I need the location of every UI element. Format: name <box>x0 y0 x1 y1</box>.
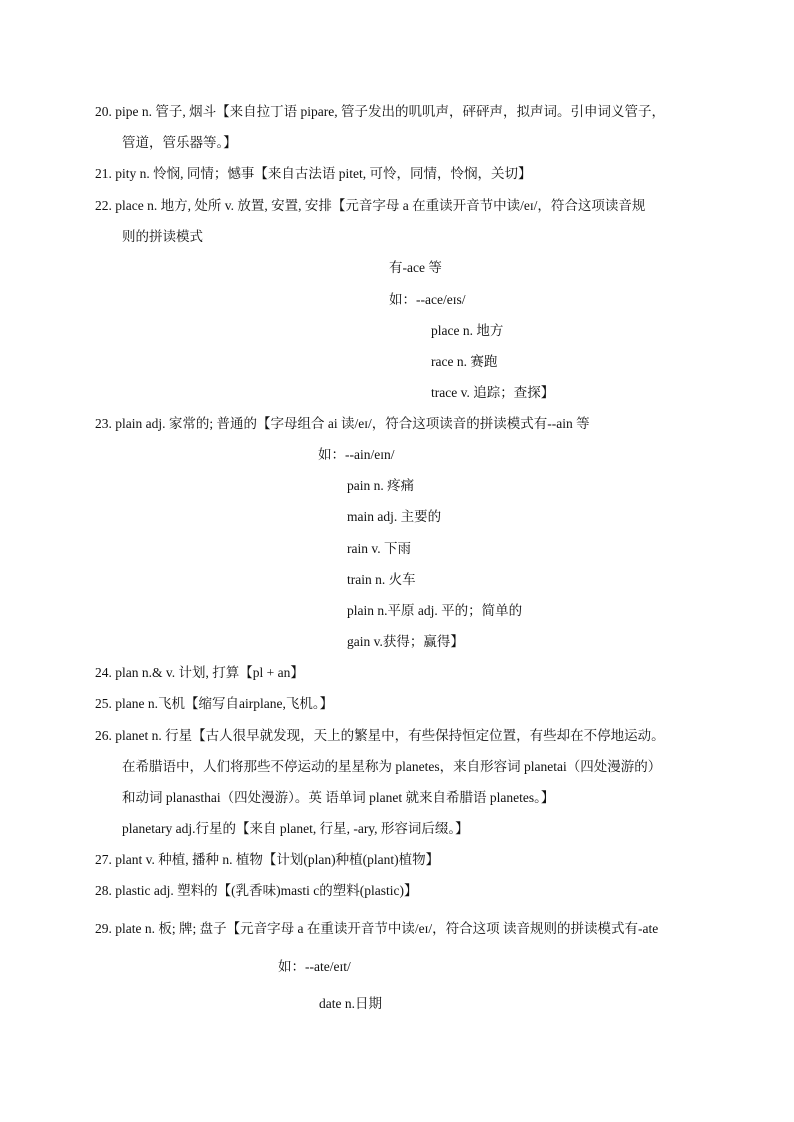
entry-23-example: rain v. 下雨 <box>347 541 411 556</box>
entry-29-example-head: 如：--ate/eɪt/ <box>278 959 351 974</box>
entry-29-line-1: 29. plate n. 板; 牌; 盘子【元音字母 a 在重读开音节中读/eɪ/，符合这项 读音规则的拼读模式有-ate <box>95 921 659 936</box>
entry-22-example: trace v. 追踪；查探】 <box>431 385 555 400</box>
entry-22-pattern: 有-ace 等 <box>389 260 442 275</box>
entry-26-line-1: 26. planet n. 行星【古人很早就发现，天上的繁星中，有些保持恒定位置，有些却在不停地运动。 <box>95 728 665 743</box>
entry-23-example-head: 如：--ain/eɪn/ <box>318 447 395 462</box>
entry-20-line-1: 20. pipe n. 管子, 烟斗【来自拉丁语 pipare, 管子发出的叽叽声，砰砰声，拟声词。引申词义管子， <box>95 104 665 119</box>
entry-20-line-2: 管道，管乐器等。】 <box>122 135 237 150</box>
entry-22-line-1: 22. place n. 地方, 处所 v. 放置, 安置, 安排【元音字母 a 在重读开音节中读/eɪ/，符合这项读音规 <box>95 198 646 213</box>
entry-23-example: train n. 火车 <box>347 572 416 587</box>
entry-23-example: gain v.获得；赢得】 <box>347 634 464 649</box>
entry-25-line-1: 25. plane n.飞机【缩写自airplane,飞机。】 <box>95 696 334 711</box>
entry-22-example: place n. 地方 <box>431 323 504 338</box>
entry-23-example: pain n. 疼痛 <box>347 478 415 493</box>
entry-24-line-1: 24. plan n.& v. 计划, 打算【pl + an】 <box>95 665 304 680</box>
entry-26-line-2: 在希腊语中，人们将那些不停运动的星星称为 planetes，来自形容词 planetai（四处漫游的） <box>122 759 662 774</box>
entry-26-line-4: planetary adj.行星的【来自 planet, 行星, -ary, 形容词后缀。】 <box>122 821 469 836</box>
entry-29-example: date n.日期 <box>319 996 382 1011</box>
entry-26-line-3: 和动词 planasthai（四处漫游）。英 语单词 planet 就来自希腊语 planetes。】 <box>122 790 555 805</box>
entry-27-line-1: 27. plant v. 种植, 播种 n. 植物【计划(plan)种植(plant)植物】 <box>95 852 440 867</box>
entry-21-line-1: 21. pity n. 怜悯, 同情；憾事【来自古法语 pitet, 可怜，同情，怜悯，关切】 <box>95 166 532 181</box>
entry-23-line-1: 23. plain adj. 家常的; 普通的【字母组合 ai 读/eɪ/，符合这项读音的拼读模式有--ain 等 <box>95 416 590 431</box>
entry-28-line-1: 28. plastic adj. 塑料的【(乳香味)masti c的塑料(plastic)】 <box>95 883 418 898</box>
entry-22-example-head: 如：--ace/eɪs/ <box>389 292 466 307</box>
entry-22-line-2: 则的拼读模式 <box>122 229 203 244</box>
entry-22-example: race n. 赛跑 <box>431 354 498 369</box>
entry-23-example: plain n.平原 adj. 平的；简单的 <box>347 603 523 618</box>
entry-23-example: main adj. 主要的 <box>347 509 442 524</box>
